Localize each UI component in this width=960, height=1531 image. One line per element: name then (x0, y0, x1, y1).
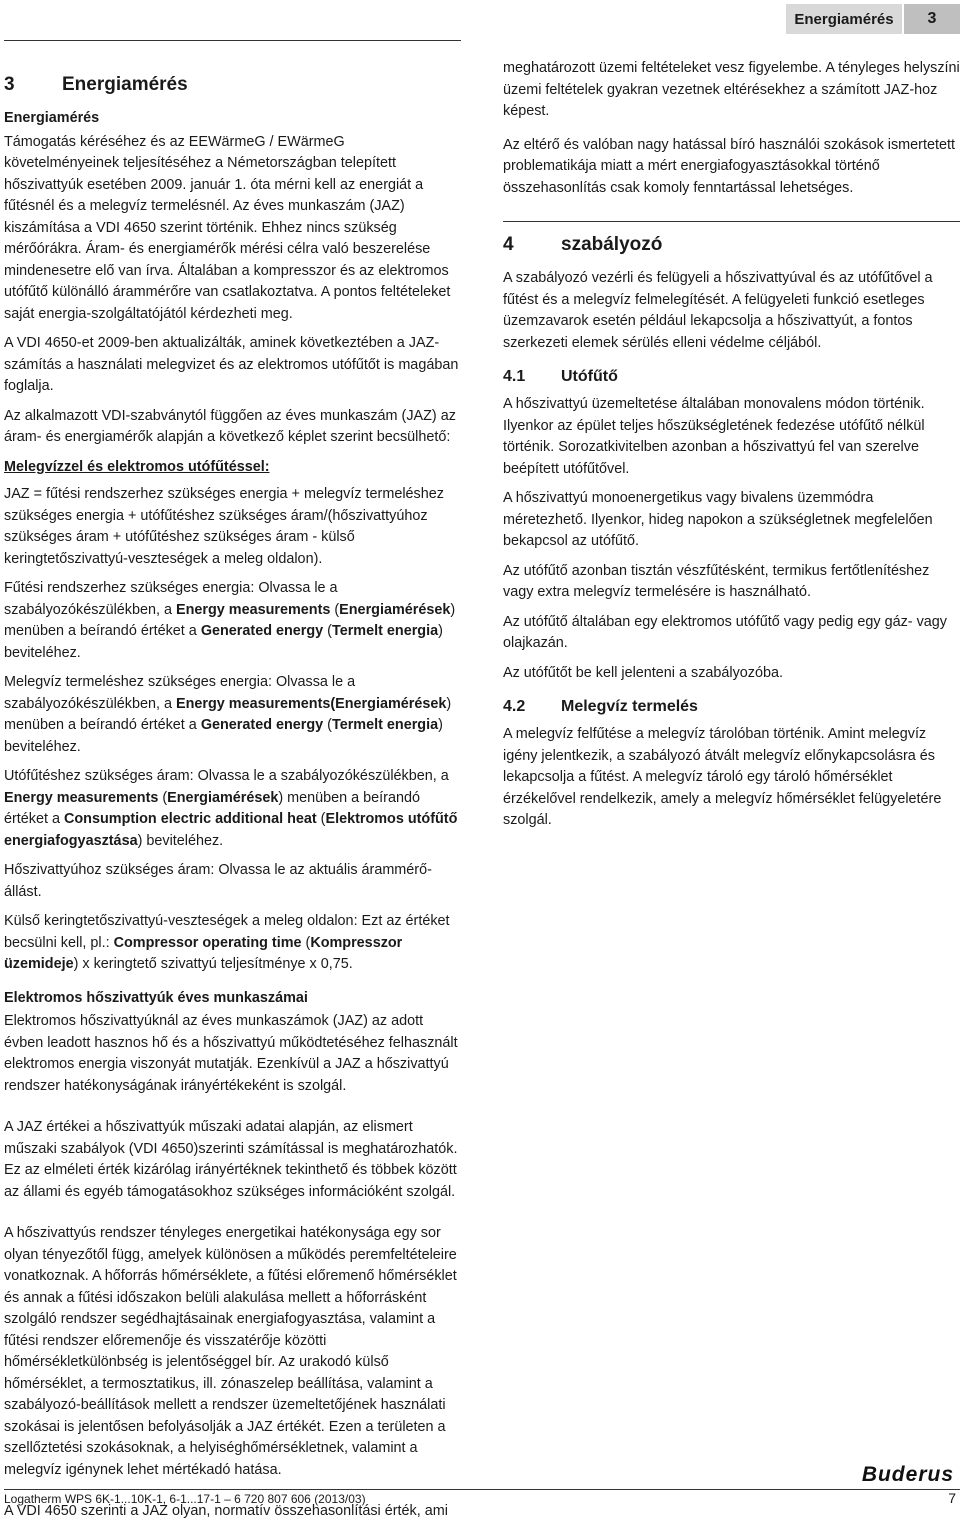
footer-document-id: Logatherm WPS 6K-1...10K-1, 6-1...17-1 – 6 720 807 606 (2013/03) (4, 1492, 366, 1506)
text: ) beviteléhez. (4, 717, 443, 755)
subheading-energiameres: Energiamérés (4, 110, 100, 126)
text: ( (316, 811, 326, 827)
paragraph: A szabályozó vezérli és felügyeli a hőszivattyúval és az utófűtővel a fűtést és a melegvíz felmelegítését. A felügyeleti funkció esetleges üzemzavarok esetén például lekapcsolja a hőszivattyút, a fontos szerkezeti elemek sérülés elleni védelme céljából. (503, 270, 933, 351)
paragraph: A hőszivattyú üzemeltetése általában monovalens módon történik. Ilyenkor az épület teljes hőszükségletének fedezése utófűtő nélkül történik. Sorozatkivitelben azonban a hőszivattyú fel van szerelve beépített utófűtővel. (503, 396, 925, 477)
text: ( (323, 623, 332, 639)
menu-term: Termelt energia (331, 623, 439, 639)
buderus-logo: Buderus (861, 1463, 954, 1486)
paragraph-heating-energy (4, 578, 461, 664)
section-number: 4 (503, 234, 514, 255)
menu-term: Generated energy (200, 717, 324, 733)
section-divider (4, 40, 461, 41)
section-title (4, 72, 461, 98)
section-title-text: Energiamérés (62, 74, 188, 95)
formula-paragraph: JAZ = fűtési rendszerhez szükséges energia + melegvíz termeléshez szükséges energia + utófűtéshez szükséges áram/(hőszivattyúhoz szükséges áram + utófűtéshez szükséges áram - külső keringtetőszivattyú-veszteségek a meleg oldalon). (4, 486, 444, 567)
text: ) beviteléhez. (4, 623, 443, 661)
text: Melegvíz termeléshez szükséges energia: Olvassa le a szabályozókészülékben, a (4, 674, 356, 712)
section-number: 4.2 (503, 698, 526, 715)
menu-term: Generated energy (200, 623, 324, 639)
paragraph: Az utófűtő általában egy elektromos utófűtő vagy pedig egy gáz- vagy olajkazán. (503, 613, 947, 651)
section-title-text: szabályozó (561, 234, 663, 255)
header-section-label: Energiamérés (786, 4, 902, 34)
menu-term: Energiamérések (167, 789, 279, 806)
paragraph: A melegvíz felfűtése a melegvíz tárolóban történik. Amint melegvíz igény jelentkezik, a szabályozó átvált melegvíz előnykapcsolásra és lekapcsolja a fűtést. A melegvíz tároló egy tároló hőmérséklet érzékelővel rendelkezik, amely a melegvíz hőmérséklet felügyeletére szolgál. (503, 726, 942, 828)
text: ) beviteléhez. (137, 832, 224, 849)
text: ) menüben a beírandó értéket a (4, 789, 420, 827)
section-title-4-2 (503, 696, 960, 718)
paragraph: Elektromos hőszivattyúknál az éves munkaszámok (JAZ) az adott évben leadott hasznos hő és a hőszivattyú működtetéséhez felhasznált elektromos energia viszonyát mutatják. Ezenkívül a JAZ a hőszivattyú rendszer hatékonyságának irányértékeként is szolgál. (4, 1013, 458, 1094)
section-title-4 (503, 232, 960, 258)
right-column (503, 58, 960, 840)
section-title-text: Melegvíz termelés (561, 698, 698, 715)
text: Fűtési rendszerhez szükséges energia: Olvassa le a szabályozókészülékben, a (4, 580, 338, 618)
paragraph-additional-heat (4, 766, 461, 852)
footer-page-number: 7 (948, 1490, 956, 1506)
menu-term: Energy measurements (4, 789, 159, 806)
subheading-jaz: Elektromos hőszivattyúk éves munkaszámai (4, 989, 308, 1006)
text: ( (158, 789, 168, 806)
paragraph: A hőszivattyú monoenergetikus vagy bivalens üzemmódra méretezhető. Ilyenkor, hideg napokon a szükségletnek megfelelően bekapcsol az utófűtő. (503, 490, 933, 549)
section-number: 4.1 (503, 368, 526, 385)
paragraph: A JAZ értékei a hőszivattyúk műszaki adatai alapján, az elismert műszaki szabályok (VDI 4650)szerinti számítással is meghatározhatók. Ez az elméleti érték kizárólag irányértéknek tekinthető és többek között az állami és egyéb támogatásokhoz szükséges információként szolgál. (4, 1119, 458, 1200)
paragraph-pump-losses (4, 911, 461, 976)
paragraph: A hőszivattyús rendszer tényleges energetikai hatékonysága egy sor olyan tényezőtől függ, amelyek különösen a működés peremfeltételeire vonatkoznak. A hőforrás hőmérséklete, a fűtési előremenő hőmérséklet és annak a fűtési időszakon belüli alakulása mellett a hőforrásként szolgáló rendszer segédhajtásainak energiafogyasztása, valamint a fűtési rendszer előremenője és visszatérője közötti hőmérsékletkülönbség is jelentőséggel bír. Az urakodó külső hőmérséklet, a termosztatikus, ill. zónaszelep beállítása, valamint a szabályozó-beállítások mellett a rendszer üzemeltetőjének használati szokásai is jelentősen befolyásolják a JAZ értékét. Ezen a területen a szellőztetési szokásoknak, a helyiséghőmérsékletnek, valamint a melegvíz igénynek lehet mértékadó hatása. (4, 1225, 457, 1478)
menu-term: Compressor operating time (113, 934, 302, 951)
section-title-4-1 (503, 366, 960, 388)
paragraph: Az eltérő és valóban nagy hatással bíró használói szokások ismertetett problematikája miatt a mért energiafogyasztásokkal történő összehasonlítás csak komoly fenntartással lehetséges. (503, 136, 955, 196)
menu-term: Consumption electric additional heat (64, 811, 317, 827)
paragraph: Az utófűtőt be kell jelenteni a szabályozóba. (503, 664, 783, 681)
paragraph: A VDI 4650-et 2009-ben aktualizálták, aminek következtében a JAZ-számítás a használati melegvizet és az elektromos utófűtőt is magában foglalja. (4, 335, 459, 394)
section-title-text: Utófűtő (561, 368, 618, 385)
paragraph: meghatározott üzemi feltételeket vesz figyelembe. A tényleges helyszíni üzemi feltételek gyakran vezetnek eltérésekhez a számított JAZ-hoz képest. (503, 60, 960, 119)
left-column (4, 72, 461, 1531)
paragraph-dhw-energy (4, 672, 461, 758)
section-number: 3 (4, 74, 15, 95)
menu-term: Kompresszor üzemideje (4, 934, 403, 972)
menu-term: Termelt energia (331, 717, 439, 733)
menu-term: Energy measurements(Energiamérések (176, 695, 447, 712)
paragraph: Az utófűtő azonban tisztán vészfűtésként, termikus fertőtlenítéshez vagy extra melegvíz termelésére is használható. (503, 562, 930, 600)
text: Külső keringtetőszivattyú-veszteségek a meleg oldalon: Ezt az értéket becsülni kell, pl.: (4, 913, 450, 951)
text: ( (301, 934, 311, 951)
section-divider (503, 221, 960, 222)
text: ( (330, 601, 340, 618)
paragraph: Az alkalmazott VDI-szabványtól függően az éves munkaszám (JAZ) az áram- és energiamérők alapján a következő képlet szerint becsülhető: (4, 407, 456, 445)
text: ) x keringtető szivattyú teljesítménye x 0,75. (73, 956, 353, 972)
formula-heading: Melegvízzel és elektromos utófűtéssel: (4, 458, 270, 475)
header-chapter-number: 3 (904, 4, 960, 34)
paragraph: A VDI 4650 szerinti a JAZ olyan, normatív összehasonlítási érték, ami (4, 1503, 448, 1519)
text: ( (323, 717, 332, 733)
menu-term: Energiamérések (339, 601, 451, 618)
menu-term: Elektromos utófűtő energiafogyasztása (4, 811, 458, 849)
menu-term: Energy measurements (176, 601, 331, 618)
text: ) menüben a beírandó értéket a (4, 601, 456, 639)
paragraph: Hőszivattyúhoz szükséges áram: Olvassa le az aktuális árammérő-állást. (4, 862, 432, 900)
paragraph: Támogatás kéréséhez és az EEWärmeG / EWärmeG követelményeinek teljesítéséhez a Németországban telepített hőszivattyúk esetében 2009. január 1. óta mérni kell az energiát a fűtésnél és a melegvíz termelésnél. Az éves munkaszám (JAZ) kiszámítása a VDI 4650 szerint történik. Ehhez nincs szükség mérőórákra. Áram- és energiamérők mérési célra való beszerelése mindenesetre elő van írva. Általában a kompresszor és az elektromos utófűtő különálló árammérőre van csatlakoztatva. A pontos feltételeket saját energia-szolgáltatójától kérdezheti meg. (4, 133, 451, 322)
text: ) menüben a beírandó értéket a (4, 695, 452, 733)
footer-divider (4, 1489, 960, 1490)
text: Utófűtéshez szükséges áram: Olvassa le a szabályozókészülékben, a (4, 768, 449, 784)
